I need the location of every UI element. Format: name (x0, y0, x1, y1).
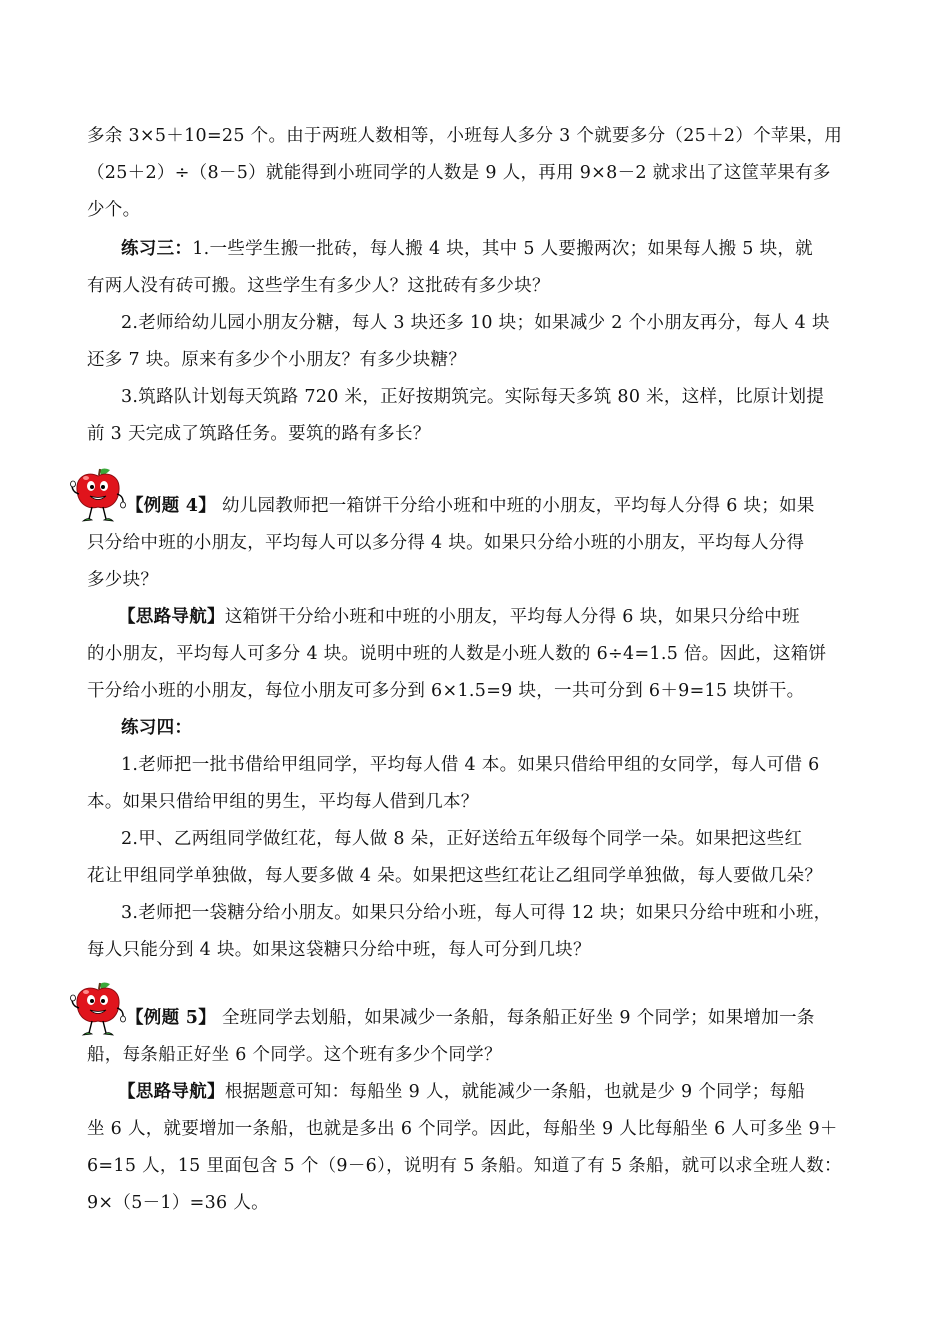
example4-hint-line: 干分给小班的小朋友，每位小朋友可多分到 6×1.5=9 块，一共可分到 6＋9=15 块饼干。 (87, 681, 805, 701)
apple-mascot-icon (70, 466, 126, 526)
intro-line: （25＋2）÷（8－5）就能得到小班同学的人数是 9 人，再用 9×8－2 就求出了这筐苹果有多 (87, 163, 831, 183)
example4-hint-line: 的小朋友，平均每人可多分 4 块。说明中班的人数是小班人数的 6÷4=1.5 倍。因此，这箱饼 (87, 644, 827, 664)
intro-line: 多余 3×5＋10=25 个。由于两班人数相等，小班每人多分 3 个就要多分（25＋2）个苹果，用 (87, 126, 843, 146)
intro-line: 少个。 (87, 200, 141, 220)
example5-label: 【例题 5】 (126, 1008, 217, 1028)
practice3-line: 有两人没有砖可搬。这些学生有多少人？这批砖有多少块？ (87, 276, 550, 296)
practice3-line: 练习三：1.一些学生搬一批砖，每人搬 4 块，其中 5 人要搬两次；如果每人搬 5 块，就 (121, 239, 813, 259)
example5-hint-label: 【思路导航】 (118, 1082, 225, 1102)
practice4-line: 2.甲、乙两组同学做红花，每人做 8 朵，正好送给五年级每个同学一朵。如果把这些红 (121, 829, 803, 849)
practice4-label: 练习四： (121, 718, 193, 738)
example5-hint-line: 坐 6 人，就要增加一条船，也就是多出 6 个同学。因此，每船坐 9 人比每船坐 6 人可多坐 9＋ (87, 1119, 838, 1139)
practice3-line: 前 3 天完成了筑路任务。要筑的路有多长？ (87, 424, 431, 444)
example4-label: 【例题 4】 (126, 496, 217, 516)
example4-line: 只分给中班的小朋友，平均每人可以多分得 4 块。如果只分给小班的小朋友，平均每人分得 (87, 533, 805, 553)
practice4-line: 3.老师把一袋糖分给小朋友。如果只分给小班，每人可得 12 块；如果只分给中班和小班， (121, 903, 832, 923)
example5-hint-line: 【思路导航】根据题意可知：每船坐 9 人，就能减少一条船，也就是少 9 个同学；每船 (118, 1082, 806, 1102)
practice3-line: 还多 7 块。原来有多少个小朋友？有多少块糖？ (87, 350, 467, 370)
practice4-line: 1.老师把一批书借给甲组同学，平均每人借 4 本。如果只借给甲组的女同学，每人可借 6 (121, 755, 820, 775)
example4-hint-label: 【思路导航】 (118, 607, 225, 627)
example4-hint-line: 【思路导航】这箱饼干分给小班和中班的小朋友，平均每人分得 6 块，如果只分给中班 (118, 607, 800, 627)
practice3-line: 3.筑路队计划每天筑路 720 米，正好按期筑完。实际每天多筑 80 米，这样，比原计划提 (121, 387, 825, 407)
example4-line: 【例题 4】 幼儿园教师把一箱饼干分给小班和中班的小朋友，平均每人分得 6 块；如果 (126, 496, 815, 516)
practice3-line: 2.老师给幼儿园小朋友分糖，每人 3 块还多 10 块；如果减少 2 个小朋友再分，每人 4 块 (121, 313, 830, 333)
example4-line: 多少块？ (87, 570, 159, 590)
example5-line: 【例题 5】 全班同学去划船，如果减少一条船，每条船正好坐 9 个同学；如果增加一条 (126, 1008, 815, 1028)
practice4-line: 花让甲组同学单独做，每人要多做 4 朵。如果把这些红花让乙组同学单独做，每人要做几朵？ (87, 866, 823, 886)
example5-hint-line: 6=15 人，15 里面包含 5 个（9－6），说明有 5 条船。知道了有 5 条船，就可以求全班人数： (87, 1156, 842, 1176)
practice4-line: 每人只能分到 4 块。如果这袋糖只分给中班，每人可分到几块？ (87, 940, 591, 960)
practice3-label: 练习三： (121, 239, 193, 259)
example5-hint-line: 9×（5－1）=36 人。 (87, 1193, 269, 1213)
example5-line: 船，每条船正好坐 6 个同学。这个班有多少个同学？ (87, 1045, 502, 1065)
apple-mascot-icon (70, 980, 126, 1040)
practice4-line: 本。如果只借给甲组的男生，平均每人借到几本？ (87, 792, 479, 812)
